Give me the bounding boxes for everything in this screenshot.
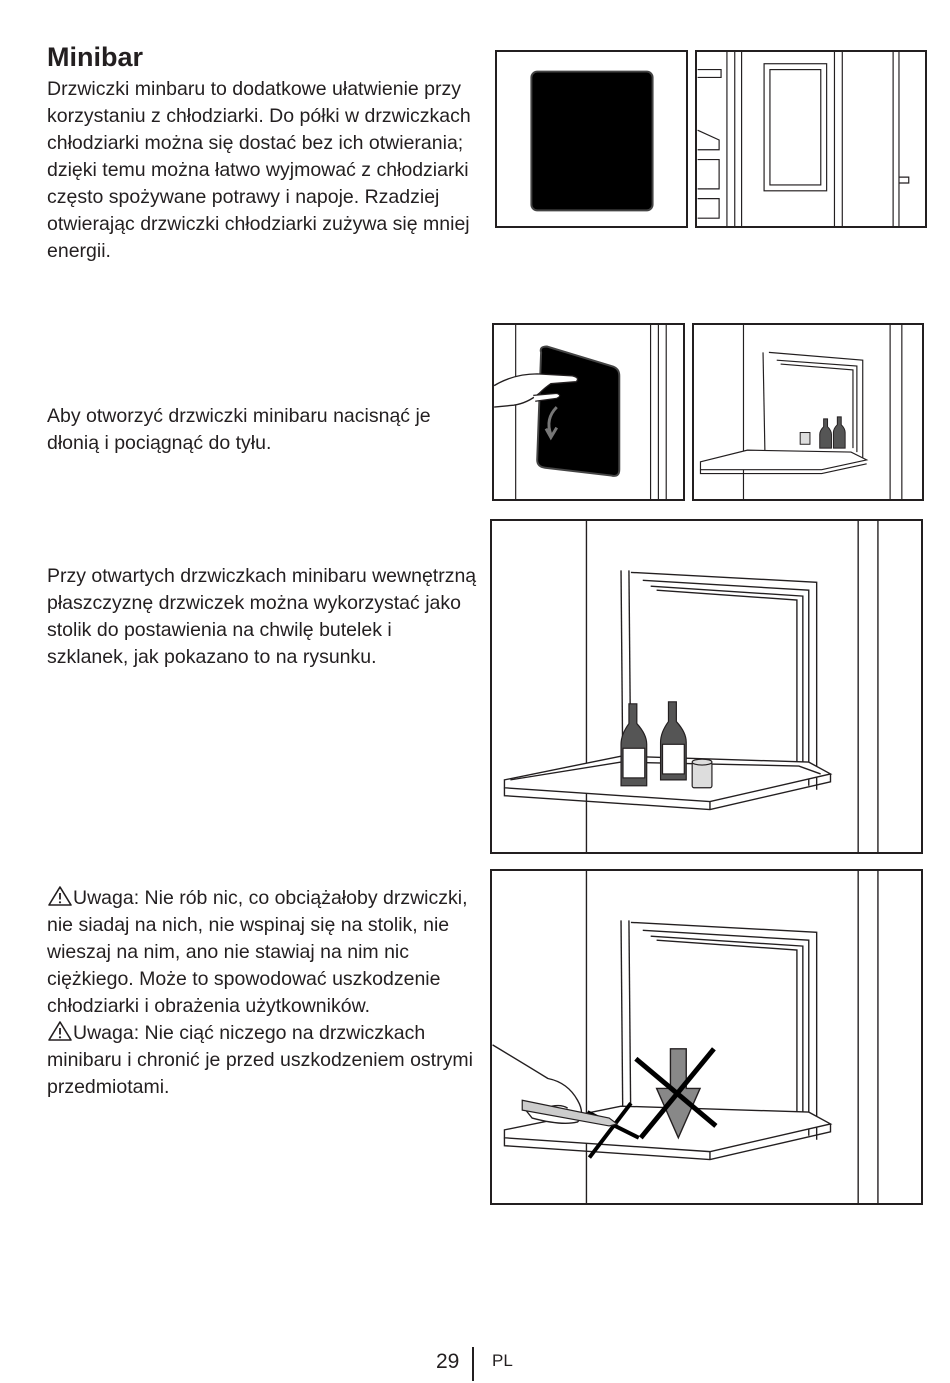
- page-title: Minibar: [47, 42, 144, 72]
- minibar-table-illustration: [490, 519, 923, 854]
- warning-text: Uwaga: Nie rób nic, co obciążałoby drzwiczki, nie siadaj na nich, nie wspinaj się na stolik, nie wieszaj na nim, ano nie stawiaj na nim nic ciężkiego. Może to spowodować uszkodzenie chłodziarki i obrażenia użytkowników.: [47, 887, 468, 1017]
- warning-text: Uwaga: Nie ciąć niczego na drzwiczkach minibaru i chronić je przed uszkodzeniem ostrymi przedmiotami.: [47, 1022, 473, 1098]
- press-door-illustration: [492, 323, 685, 501]
- page-number: 29: [436, 1350, 460, 1373]
- minibar-door-closed-illustration: [495, 50, 688, 228]
- minibar-open-small-illustration: [692, 323, 924, 501]
- warning-item: [47, 885, 477, 1020]
- warning-triangle-icon: [47, 1020, 73, 1042]
- open-instructions-paragraph: Aby otworzyć drzwiczki minibaru nacisnąć je dłonią i pociągnąć do tyłu.: [47, 405, 431, 454]
- intro-paragraph: Drzwiczki minbaru to dodatkowe ułatwienie przy korzystaniu z chłodziarki. Do półki w drzwiczkach chłodziarki można się dostać bez ich otwierania; dzięki temu można łatwo wyjmować z chłodziarki często spożywane potrawy i napoje. Rzadziej otwierając drzwiczki chłodziarki zużywa się mniej energii.: [47, 78, 471, 262]
- footer-divider: [472, 1347, 474, 1381]
- minibar-warning-illustration: [490, 869, 923, 1205]
- warnings-block: [47, 885, 477, 1101]
- table-usage-paragraph: Przy otwartych drzwiczkach minibaru wewnętrzną płaszczyznę drzwiczek można wykorzystać jako stolik do postawienia na chwilę butelek i szklanek, jak pokazano to na rysunku.: [47, 565, 477, 668]
- warning-item: [47, 1020, 477, 1101]
- minibar-side-view-illustration: [695, 50, 927, 228]
- warning-triangle-icon: [47, 885, 73, 907]
- language-code: PL: [492, 1351, 513, 1370]
